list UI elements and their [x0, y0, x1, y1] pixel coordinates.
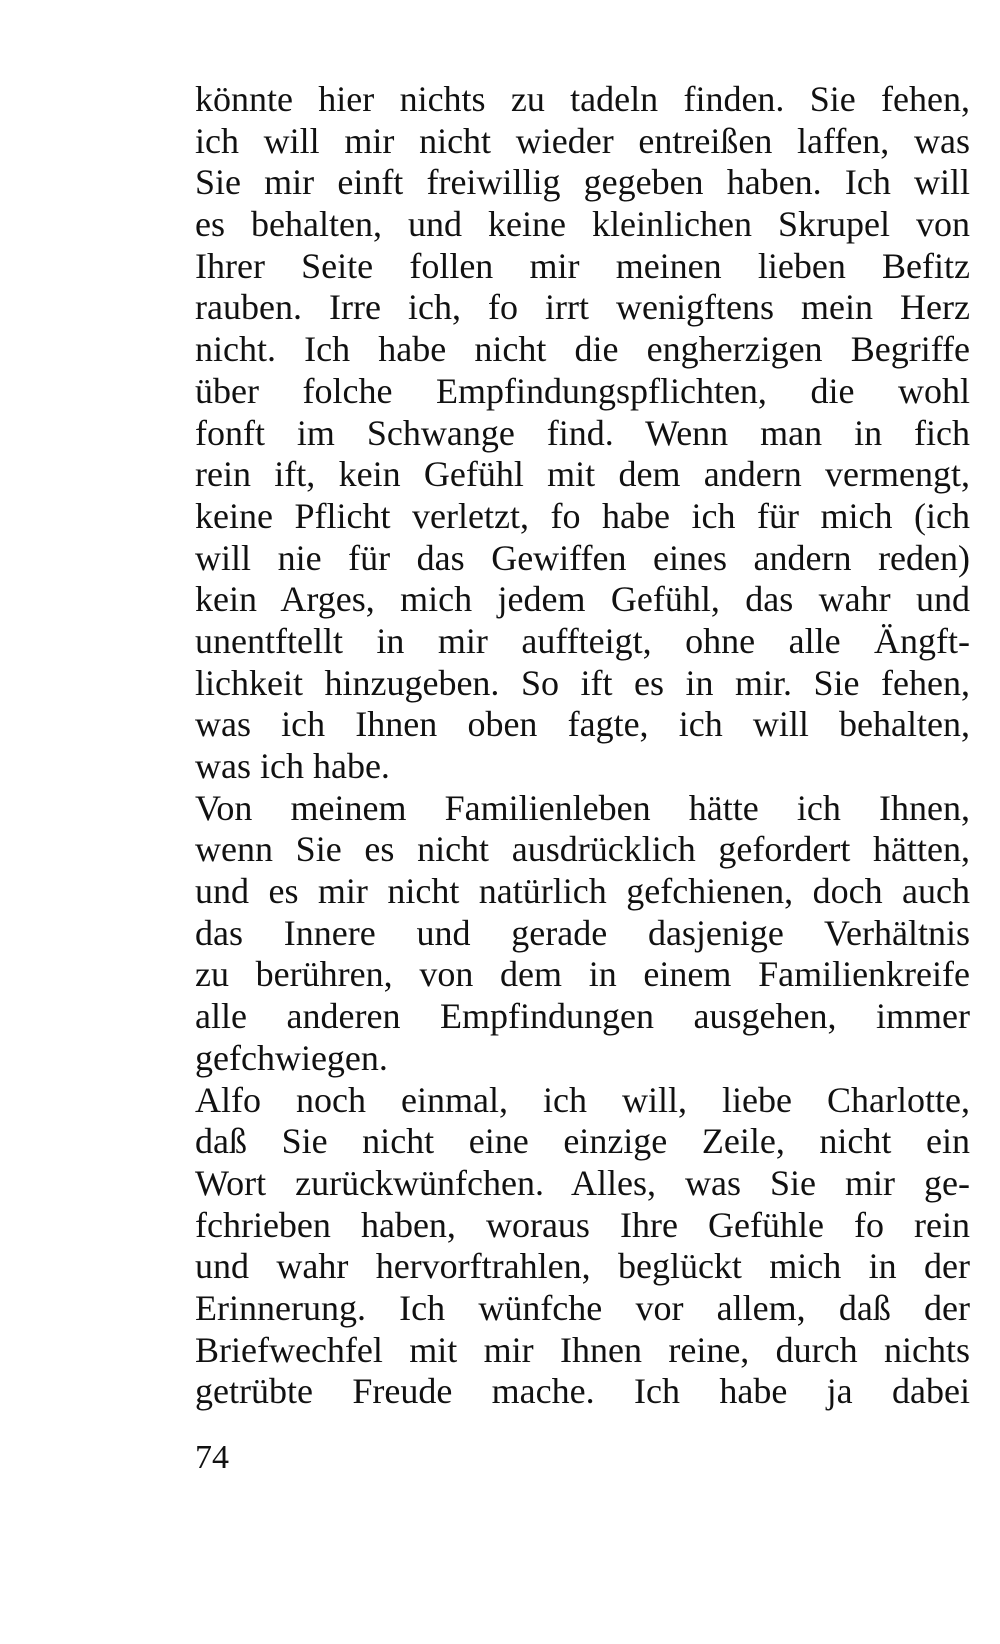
text-line: Erinnerung. Ich wünfche vor allem, daß der [195, 1287, 970, 1328]
text-line: keine Pflicht verletzt, fo habe ich für mich (ich [195, 495, 970, 536]
text-line: Von meinem Familienleben hätte ich Ihnen, [195, 787, 970, 828]
text-line: fchrieben haben, woraus Ihre Gefühle fo rein [195, 1204, 970, 1245]
text-line: und wahr hervorftrahlen, beglückt mich in der [195, 1246, 970, 1287]
text-line: nicht. Ich habe nicht die engherzigen Begriffe [195, 329, 970, 370]
text-line: und es mir nicht natürlich gefchienen, doch auch [195, 871, 970, 912]
text-line: Briefwechfel mit mir Ihnen reine, durch nichts [195, 1329, 970, 1370]
text-line: rein ift, kein Gefühl mit dem andern vermengt, [195, 454, 970, 495]
text-line: kein Arges, mich jedem Gefühl, das wahr und [195, 579, 970, 620]
text-line: will nie für das Gewiffen eines andern reden) [195, 537, 970, 578]
text-line: Alfo noch einmal, ich will, liebe Charlotte, [195, 1079, 970, 1120]
text-line: gefchwiegen. [195, 1037, 388, 1078]
text-line: es behalten, und keine kleinlichen Skrupel von [195, 204, 970, 245]
text-line: Ihrer Seite follen mir meinen lieben Befitz [195, 245, 970, 286]
text-line: ich will mir nicht wieder entreißen laffen, was [195, 120, 970, 161]
body-text [195, 79, 970, 1413]
text-line: Sie mir einft freiwillig gegeben haben. Ich will [195, 162, 970, 203]
paragraph [195, 788, 970, 1080]
text-line: unentftellt in mir auffteigt, ohne alle Ängft- [195, 620, 970, 661]
text-line: was ich Ihnen oben fagte, ich will behalten, [195, 704, 970, 745]
text-line: getrübte Freude mache. Ich habe ja dabei [195, 1371, 970, 1412]
text-line: daß Sie nicht eine einzige Zeile, nicht ein [195, 1121, 970, 1162]
paragraph [195, 1080, 970, 1414]
page-number: 74 [195, 1439, 229, 1476]
text-line: wenn Sie es nicht ausdrücklich gefordert hätten, [195, 829, 970, 870]
text-line: alle anderen Empfindungen ausgehen, immer [195, 996, 970, 1037]
text-line: rauben. Irre ich, fo irrt wenigftens mein Herz [195, 287, 970, 328]
text-line: zu berühren, von dem in einem Familienkreife [195, 954, 970, 995]
text-line: fonft im Schwange find. Wenn man in fich [195, 412, 970, 453]
text-line: lichkeit hinzugeben. So ift es in mir. Sie fehen, [195, 662, 970, 703]
text-line: das Innere und gerade dasjenige Verhältnis [195, 912, 970, 953]
text-line: was ich habe. [195, 746, 390, 786]
text-line: über folche Empfindungspflichten, die wohl [195, 370, 970, 411]
text-line: könnte hier nichts zu tadeln finden. Sie fehen, [195, 79, 970, 119]
text-line: Wort zurückwünfchen. Alles, was Sie mir ge- [195, 1162, 970, 1203]
paragraph [195, 79, 970, 788]
